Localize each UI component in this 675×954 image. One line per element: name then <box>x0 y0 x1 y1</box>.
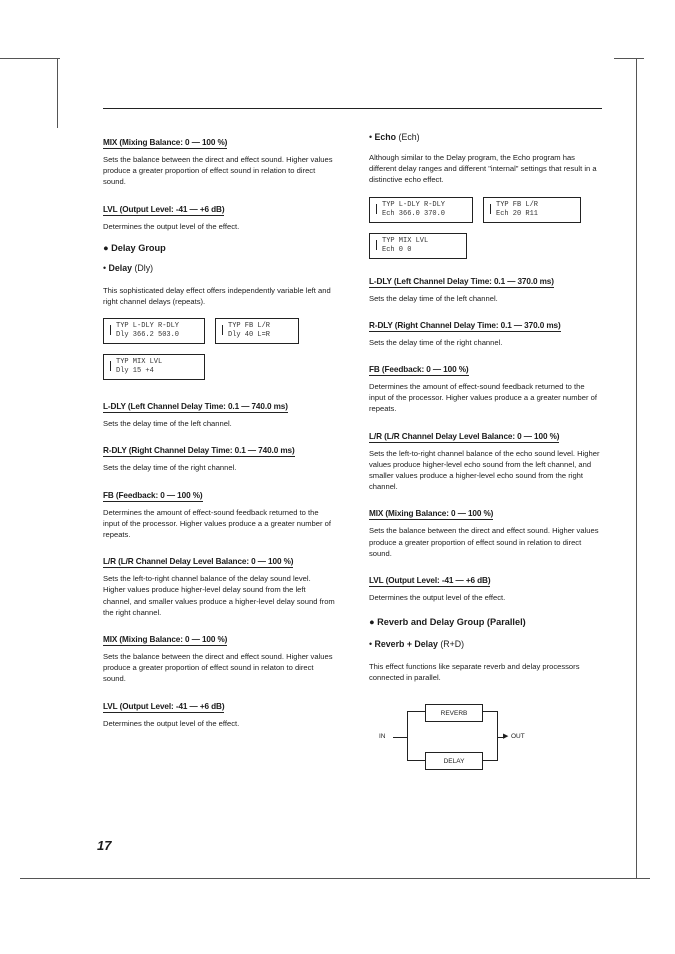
connector-line <box>483 760 497 761</box>
lcd-line: TYP FB L/R <box>228 322 271 331</box>
bullet-icon: • <box>369 132 373 142</box>
section-heading: R-DLY (Right Channel Delay Time: 0.1 — 370.0 ms) <box>369 320 561 330</box>
delay-block: DELAY <box>425 752 483 770</box>
lcd-line: TYP MIX LVL <box>116 358 163 367</box>
lcd-display <box>103 354 205 380</box>
lcd-line: TYP L-DLY R-DLY <box>116 322 180 331</box>
lcd-display <box>369 233 467 259</box>
connector-line <box>393 737 407 738</box>
lcd-row <box>103 318 335 344</box>
section-heading: MIX (Mixing Balance: 0 — 100 %) <box>103 138 228 147</box>
lcd-line: TYP FB L/R <box>496 200 539 209</box>
section-text: Determines the output level of the effect. <box>103 221 240 231</box>
section-heading: R-DLY (Right Channel Delay Time: 0.1 — 740.0 ms) <box>103 446 295 456</box>
crop-mark-top-right <box>614 58 644 59</box>
bullet-icon: ● <box>369 617 375 628</box>
section-text: Sets the balance between the direct and effect sound. Higher values produce a greater proportion of effect sound in relation to direct sound. <box>103 155 333 187</box>
connector-line <box>407 711 425 712</box>
connector-line <box>407 760 425 761</box>
signal-flow-diagram <box>369 704 601 776</box>
section-heading: FB (Feedback: 0 — 100 %) <box>103 490 203 500</box>
program-heading <box>103 263 335 273</box>
section-text: Sets the balance between the direct and effect sound. Higher values produce a greater proportion of effect sound in relaton to direct sound. <box>103 652 333 684</box>
section-text: Determines the amount of effect-sound feedback returned to the input of the processor. Higher values produce a a greater number of repeats. <box>369 382 597 414</box>
section-text: Sets the left-to-right channel balance of the echo sound level. Higher values produce higher-level echo sound from the left channel, and smaller values produce a higher-level echo sound from the right channel. <box>369 448 600 492</box>
bullet-icon: • <box>369 639 373 650</box>
lcd-line: Ech 20 R11 <box>496 209 539 218</box>
binding-mark <box>57 58 58 128</box>
lcd-line: Dly 15 +4 <box>116 367 154 376</box>
lcd-row <box>369 197 601 223</box>
lcd-row <box>103 354 335 380</box>
program-abbr: (Dly) <box>134 262 154 273</box>
lcd-line: TYP L-DLY R-DLY <box>382 200 446 209</box>
left-column <box>103 132 335 740</box>
program-intro: Although similar to the Delay program, the Echo program has different delay ranges and different "internal" settings that result in a distinctive echo effect. <box>369 153 597 185</box>
out-label: OUT <box>511 732 525 740</box>
bullet-icon: • <box>103 262 107 273</box>
bullet-icon: ● <box>103 242 109 253</box>
section-text: Determines the output level of the effect. <box>369 593 506 603</box>
footer-rule <box>20 878 650 879</box>
page-number: 17 <box>97 838 112 853</box>
section-text: Sets the delay time of the right channel. <box>103 463 237 473</box>
program-name: Reverb + Delay <box>374 639 438 650</box>
lcd-row <box>369 233 601 259</box>
section-heading: LVL (Output Level: -41 — +6 dB) <box>103 204 225 214</box>
program-abbr: (Ech) <box>398 132 420 142</box>
section-heading: MIX (Mixing Balance: 0 — 100 %) <box>103 635 228 645</box>
section-text: Sets the left-to-right channel balance of the delay sound level. Higher values produce higher-level delay sound from the left channel, and smaller values produce a higher-level delay sound from the right channel. <box>103 574 335 617</box>
lcd-line: TYP MIX LVL <box>382 236 429 245</box>
program-name: Delay <box>108 262 133 273</box>
lcd-display <box>215 318 299 344</box>
section-text: Sets the delay time of the right channel. <box>369 337 503 347</box>
connector-line <box>407 711 408 760</box>
lcd-display <box>483 197 581 223</box>
section-text: Sets the balance between the direct and effect sound. Higher values produce a greater proportion of effect sound in relation to direct sound. <box>369 526 599 558</box>
program-intro: This effect functions like separate reverb and delay processors connected in parallel. <box>369 662 580 683</box>
program-name: Echo <box>374 132 397 142</box>
section-text: Sets the delay time of the left channel. <box>103 419 232 429</box>
connector-line <box>483 711 497 712</box>
group-heading <box>369 617 601 627</box>
connector-line <box>497 711 498 761</box>
header-rule <box>103 108 602 109</box>
section-text: Determines the amount of effect-sound feedback returned to the input of the processor. Higher values produce a a greater number of repeats. <box>103 507 331 540</box>
group-heading <box>103 243 335 253</box>
program-intro: This sophisticated delay effect offers independently variable left and right channel delays (repeats). <box>103 285 331 307</box>
section-heading: L-DLY (Left Channel Delay Time: 0.1 — 740.0 ms) <box>103 402 288 412</box>
section-heading: LVL (Output Level: -41 — +6 dB) <box>103 701 225 711</box>
lcd-line: Dly 40 L=R <box>228 331 271 340</box>
program-heading <box>369 639 601 649</box>
section-heading: MIX (Mixing Balance: 0 — 100 %) <box>369 509 494 519</box>
lcd-display <box>369 197 473 223</box>
lcd-line: Ech 366.0 370.0 <box>382 209 446 218</box>
program-abbr: (R+D) <box>440 639 465 650</box>
group-title: Reverb and Delay Group (Parallel) <box>377 617 526 628</box>
group-title: Delay Group <box>111 242 166 253</box>
section-heading: L/R (L/R Channel Delay Level Balance: 0 — 100 %) <box>103 557 294 567</box>
right-column <box>369 132 601 776</box>
in-label: IN <box>379 732 386 740</box>
section-heading: L-DLY (Left Channel Delay Time: 0.1 — 370.0 ms) <box>369 276 554 286</box>
reverb-block: REVERB <box>425 704 483 722</box>
lcd-display <box>103 318 205 344</box>
crop-mark-top-left <box>0 58 60 59</box>
lcd-line: Ech 0 0 <box>382 245 412 254</box>
section-text: Sets the delay time of the left channel. <box>369 293 498 303</box>
section-heading: LVL (Output Level: -41 — +6 dB) <box>369 576 491 586</box>
section-text: Determines the output level of the effect. <box>103 718 240 728</box>
section-heading: L/R (L/R Channel Delay Level Balance: 0 — 100 %) <box>369 431 560 441</box>
program-heading <box>369 132 601 142</box>
lcd-line: Dly 366.2 503.0 <box>116 331 180 340</box>
section-heading: FB (Feedback: 0 — 100 %) <box>369 365 469 375</box>
right-margin-line <box>636 58 637 878</box>
arrow-icon: ▶ <box>503 732 509 740</box>
